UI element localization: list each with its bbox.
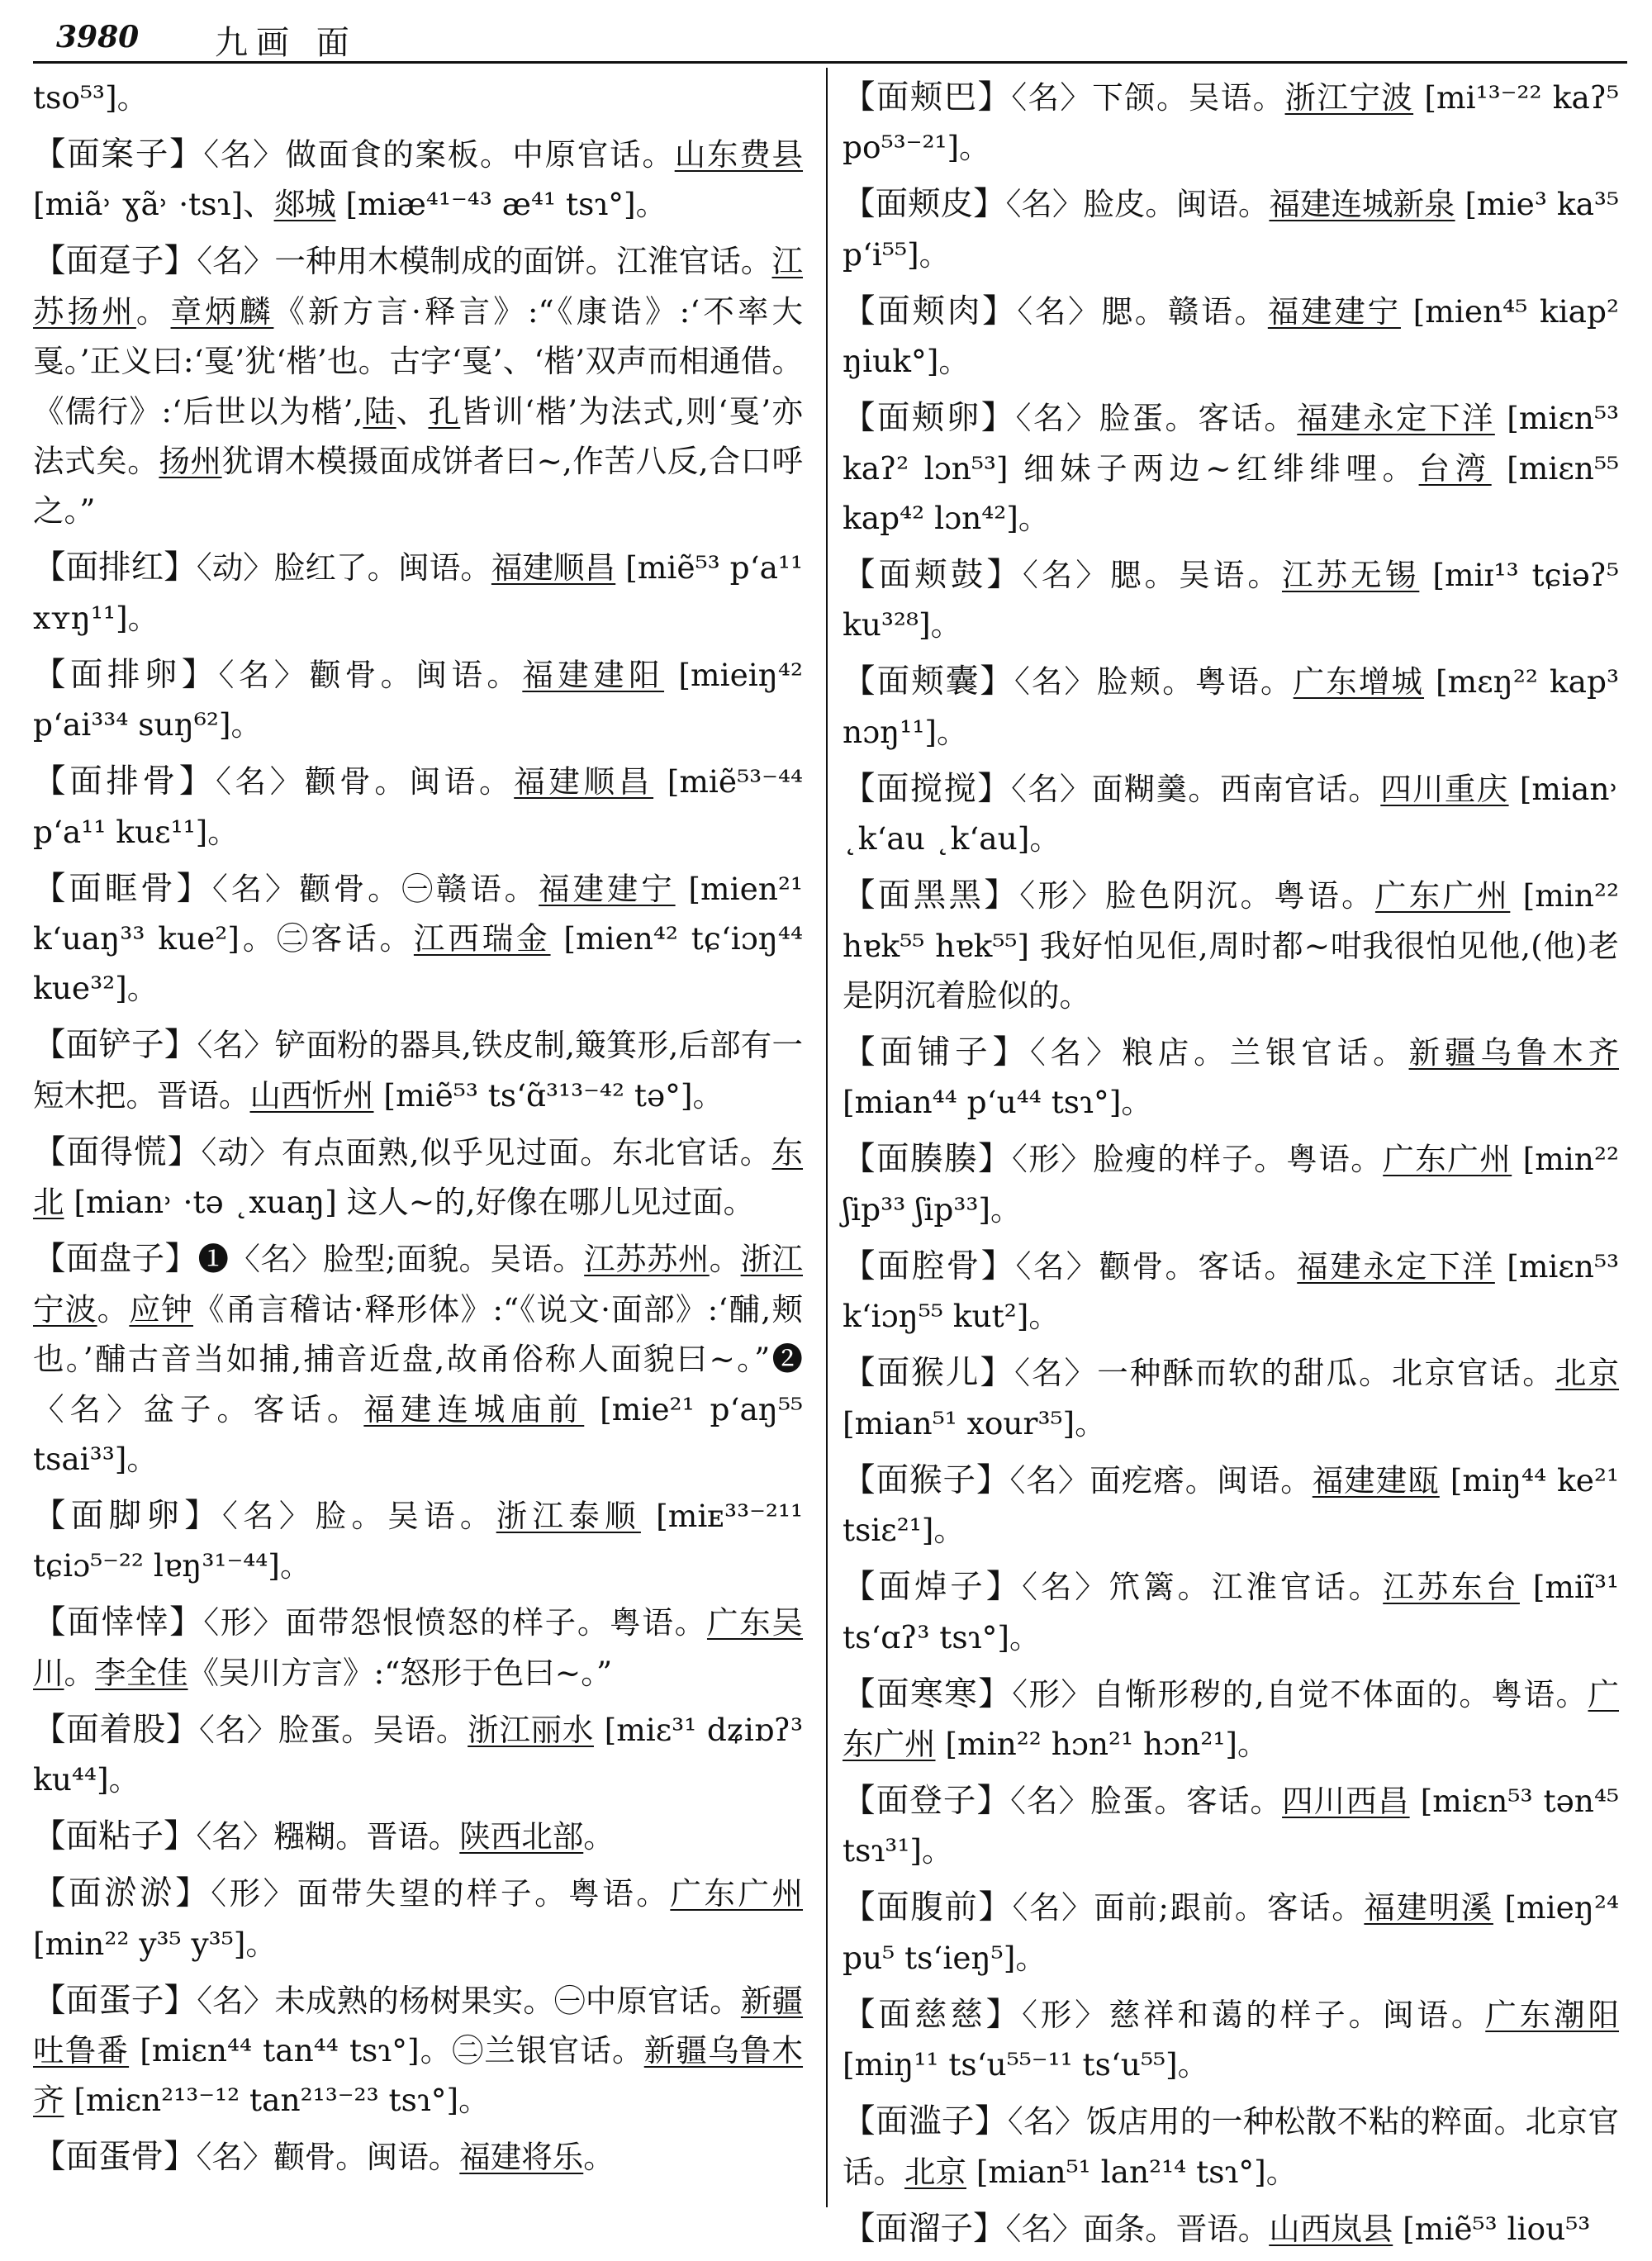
- entry-text: 。: [135, 292, 171, 330]
- entry-text: [miẽ⁵³ ts‘ɑ̃³¹³⁻⁴² tə°]。: [373, 1076, 724, 1114]
- entry-headword: 【面溜子】: [843, 2209, 1006, 2248]
- underlined-term: 新疆吐鲁番: [33, 1982, 804, 2069]
- entry-text: 。: [64, 1654, 95, 1691]
- entry-text: 、: [396, 392, 429, 430]
- entry-text: ❶〈名〉脸型;面貌。吴语。: [197, 1241, 585, 1278]
- entry-text: 。: [97, 1290, 130, 1328]
- entry-text: 〈形〉面带怨恨愤怒的样子。粤语。: [203, 1604, 707, 1641]
- entry-text: 〈名〉下颌。吴语。: [1011, 79, 1285, 116]
- dictionary-entry: [33, 543, 803, 643]
- entry-headword: 【面眶骨】: [33, 869, 212, 908]
- entry-text: 〈名〉未成熟的杨树果实。㊀中原官话。: [197, 1982, 741, 2019]
- entry-text: [mieŋ²⁴ pu⁵ ts‘ieŋ⁵]。: [843, 1889, 1620, 1976]
- entry-text: [miɪ¹³ tɕiəʔ⁵ ku³²⁸]。: [843, 557, 1620, 644]
- entry-text: [miẽ⁵³ liou⁵³: [1393, 2210, 1591, 2247]
- entry-text: 〈名〉糨糊。晋语。: [196, 1818, 460, 1855]
- dictionary-entry: [843, 1990, 1619, 2090]
- underlined-term: 李全佳: [95, 1654, 188, 1691]
- entry-text: [mɛŋ²² kap³ nɔŋ¹¹]。: [843, 663, 1620, 750]
- entry-text: 〈名〉粮店。兰银官话。: [1029, 1034, 1409, 1071]
- entry-text: 《甬言稽诂·释形体》:“《说文·面部》:‘酺,颊也。’酺古音当如捕,捕音近盘,故甬俗称人面貌曰~。”❷〈名〉盆子。客话。: [33, 1290, 804, 1427]
- column-divider: [826, 68, 828, 2207]
- dictionary-entry: [33, 1234, 803, 1484]
- entry-headword: 【面猴儿】: [843, 1354, 1015, 1393]
- left-column: [33, 73, 803, 2189]
- dictionary-entry: [33, 1020, 803, 1120]
- underlined-term: 北京: [904, 2153, 966, 2190]
- entry-text: [mien⁴² tɕ‘iɔŋ⁴⁴ kue³²]。: [33, 920, 803, 1007]
- entry-text: [miɛn²¹³⁻¹² tan²¹³⁻²³ tsɿ°]。: [64, 2082, 490, 2119]
- entry-text: 〈名〉脸蛋。客话。: [1010, 1782, 1283, 1819]
- entry-headword: 【面粘子】: [33, 1817, 197, 1856]
- dictionary-entry: [33, 73, 803, 122]
- entry-text: 〈形〉脸色阴沉。粤语。: [1019, 877, 1375, 914]
- underlined-term: 福建建宁: [539, 870, 676, 907]
- underlined-term: 江西瑞金: [413, 920, 551, 957]
- dictionary-entry: [843, 550, 1619, 650]
- entry-text: 〈名〉脸颊。粤语。: [1014, 663, 1294, 701]
- underlined-term: 北京: [1555, 1355, 1620, 1392]
- entry-headword: 【面腹前】: [843, 1888, 1013, 1927]
- underlined-term: 江苏无锡: [1281, 557, 1420, 594]
- entry-headword: 【面着股】: [33, 1710, 200, 1749]
- underlined-term: 福建永定下洋: [1297, 1247, 1495, 1285]
- entry-headword: 【面淤淤】: [33, 1874, 211, 1913]
- underlined-term: 福建连城庙前: [363, 1390, 585, 1427]
- right-column: [843, 73, 1619, 2261]
- dictionary-entry: [843, 1456, 1619, 1556]
- underlined-term: 广东广州: [843, 1675, 1620, 1762]
- entry-text: [mian⁵¹ xour³⁵]。: [843, 1404, 1106, 1442]
- entry-text: [mie³ ka³⁵ p‘i⁵⁵]。: [843, 186, 1619, 273]
- entry-headword: 【面颊肉】: [843, 292, 1018, 330]
- entry-text: [miɛn⁵³ tən⁴⁵ tsɿ³¹]。: [843, 1782, 1620, 1869]
- entry-text: 。: [583, 2139, 615, 2176]
- underlined-term: 山东费县: [674, 136, 804, 173]
- underlined-term: 江苏东台: [1383, 1569, 1520, 1606]
- entry-text: 〈名〉脸蛋。客话。: [1015, 400, 1298, 437]
- underlined-term: 郯城: [273, 186, 336, 223]
- entry-text: [min²² hɔn²¹ hɔn²¹]。: [935, 1725, 1269, 1762]
- entry-text: [miɛn⁵³ k‘iɔŋ⁵⁵ kut²]。: [843, 1247, 1620, 1335]
- page-number: 3980: [56, 20, 140, 55]
- underlined-term: 陕西北部: [459, 1818, 584, 1855]
- dictionary-entry: [33, 236, 803, 535]
- entry-text: 〈形〉脸瘦的样子。粤语。: [1011, 1141, 1384, 1178]
- entry-text: 。: [583, 1818, 615, 1855]
- underlined-term: 福建顺昌: [491, 549, 616, 587]
- entry-headword: 【面案子】: [33, 135, 204, 173]
- entry-text: [mian˒ ˛k‘au ˛k‘au]。: [843, 770, 1620, 857]
- entry-headword: 【面焯子】: [843, 1568, 1023, 1607]
- underlined-term: 福建明溪: [1364, 1889, 1493, 1926]
- entry-text: [miŋ¹¹ ts‘u⁵⁵⁻¹¹ ts‘u⁵⁵]。: [843, 2046, 1209, 2083]
- underlined-term: 福建顺昌: [514, 763, 654, 800]
- dictionary-entry: [843, 287, 1619, 387]
- entry-headword: 【面盘子】: [33, 1240, 198, 1279]
- entry-headword: 【面搅搅】: [843, 769, 1012, 808]
- underlined-term: 广东广州: [1374, 877, 1511, 914]
- entry-text: [min²² hɐk⁵⁵ hɐk⁵⁵] 我好怕见佢,周时都~咁我很怕见他,(他)老是阴沉着脸似的。: [843, 877, 1620, 1014]
- entry-text: [mieiŋ⁴² p‘ai³³⁴ suŋ⁶²]。: [33, 656, 804, 743]
- dictionary-entry: [33, 864, 803, 1014]
- entry-text: 〈名〉面前;跟前。客话。: [1012, 1889, 1365, 1926]
- entry-headword: 【面排骨】: [33, 762, 216, 801]
- entry-headword: 【面黑黑】: [843, 876, 1020, 915]
- underlined-term: 山西岚县: [1269, 2210, 1393, 2247]
- underlined-term: 广东吴川: [33, 1604, 804, 1691]
- dictionary-entry: [843, 1134, 1619, 1234]
- underlined-term: 扬州: [159, 443, 222, 480]
- dictionary-entry: [33, 1598, 803, 1698]
- entry-headword: 【面排红】: [33, 549, 197, 587]
- entry-text: 〈名〉一种酥而软的甜瓜。北京官话。: [1014, 1355, 1555, 1392]
- dictionary-entry: [33, 1976, 803, 2126]
- dictionary-entry: [33, 2132, 803, 2182]
- entry-text: 。: [709, 1241, 741, 1278]
- header-rule: [33, 61, 1627, 64]
- entry-headword: 【面颊鼓】: [843, 556, 1023, 595]
- underlined-term: 浙江丽水: [468, 1711, 594, 1748]
- dictionary-entry: [843, 179, 1619, 279]
- underlined-term: 浙江宁波: [1284, 79, 1414, 116]
- underlined-term: 孔: [428, 392, 461, 430]
- entry-text: 〈名〉面糊羹。西南官话。: [1011, 770, 1381, 807]
- underlined-term: 新疆乌鲁木齐: [33, 2031, 804, 2119]
- entry-text: [mian⁵¹ lan²¹⁴ tsɿ°]。: [966, 2153, 1298, 2190]
- entry-text: 〈名〉面疙瘩。闽语。: [1009, 1461, 1313, 1499]
- entry-text: 〈名〉脸蛋。吴语。: [199, 1711, 468, 1748]
- entry-text: [miã˒ ɣã˒ ·tsɿ]、: [33, 186, 274, 223]
- entry-text: 〈名〉铲面粉的器具,铁皮制,簸箕形,后部有一短木把。晋语。: [33, 1027, 804, 1114]
- underlined-term: 浙江宁波: [33, 1241, 803, 1328]
- underlined-term: 广东潮阳: [1485, 1996, 1620, 2033]
- entry-text: [mian⁴⁴ p‘u⁴⁴ tsɿ°]。: [843, 1084, 1152, 1121]
- dictionary-entry: [843, 1028, 1619, 1128]
- entry-text: 〈动〉有点面熟,似乎见过面。东北官话。: [201, 1133, 772, 1171]
- entry-text: 〈名〉一种用木模制成的面饼。江淮官话。: [197, 243, 772, 280]
- entry-headword: 【面颊卵】: [843, 399, 1016, 438]
- entry-text: 〈名〉颧骨。㊀赣语。: [211, 870, 539, 907]
- dictionary-entry: [33, 1491, 803, 1591]
- entry-text: 皆训‘楷’为法式,则‘戛’亦法式矣。: [33, 392, 804, 480]
- entry-text: 《新方言·释言》:“《康诰》:‘不率大戛。’正义曰:‘戛’犹‘楷’也。古字‘戛’、‘楷’双声而相通借。《儒行》:‘后世以为楷’,: [33, 292, 804, 430]
- underlined-term: 福建建阳: [522, 656, 665, 693]
- entry-text: 〈名〉做面食的案板。中原官话。: [203, 136, 675, 173]
- entry-text: 〈名〉脸皮。闽语。: [1005, 186, 1270, 223]
- entry-text: [mi¹³⁻²² kaʔ⁵ po⁵³⁻²¹]。: [843, 79, 1620, 166]
- underlined-term: 广东广州: [670, 1875, 804, 1912]
- underlined-term: 山西忻州: [249, 1076, 374, 1114]
- dictionary-entry: [33, 650, 803, 750]
- underlined-term: 福建建瓯: [1312, 1461, 1440, 1499]
- entry-text: 〈名〉饭店用的一种松散不粘的粹面。北京官话。: [843, 2103, 1619, 2190]
- entry-text: 〈动〉脸红了。闽语。: [196, 549, 491, 587]
- entry-text: [min²² y³⁵ y³⁵]。: [33, 1925, 277, 1962]
- dictionary-entry: [33, 1869, 803, 1969]
- underlined-term: 江苏苏州: [584, 1241, 710, 1278]
- entry-text: [miɛn⁵⁵ kap⁴² lɔn⁴²]。: [843, 449, 1620, 537]
- entry-text: 〈名〉颧骨。闽语。: [218, 656, 523, 693]
- underlined-term: 台湾: [1418, 449, 1492, 487]
- underlined-term: 应钟: [129, 1290, 193, 1328]
- dictionary-entry: [843, 871, 1619, 1020]
- entry-headword: 【面排卵】: [33, 655, 219, 694]
- entry-text: [min²² ʃip³³ ʃip³³]。: [843, 1141, 1620, 1228]
- entry-headword: 【面滥子】: [843, 2102, 1008, 2141]
- dictionary-entry: [843, 1670, 1619, 1769]
- entry-text: 〈名〉颧骨。闽语。: [216, 763, 515, 800]
- underlined-term: 广东增城: [1293, 663, 1425, 701]
- dictionary-entry: [33, 1705, 803, 1805]
- entry-headword: 【面登子】: [843, 1781, 1011, 1820]
- entry-text: 〈名〉腮。吴语。: [1022, 557, 1282, 594]
- dictionary-entry: [33, 1128, 803, 1228]
- entry-text: 〈名〉脸。吴语。: [222, 1497, 496, 1534]
- entry-headword: 【面悻悻】: [33, 1603, 204, 1642]
- entry-headword: 【面趸子】: [33, 242, 197, 281]
- underlined-term: 福建连城新泉: [1269, 186, 1455, 223]
- entry-headword: 【面腠腠】: [843, 1140, 1012, 1179]
- entry-headword: 【面颊囊】: [843, 663, 1014, 701]
- page-header: [33, 15, 1627, 62]
- underlined-term: 东北: [33, 1133, 804, 1221]
- underlined-term: 福建永定下洋: [1297, 400, 1495, 437]
- entry-text: 〈名〉笊篱。江淮官话。: [1022, 1569, 1384, 1606]
- dictionary-entry: [843, 2097, 1619, 2197]
- entry-text: [mie²¹ p‘aŋ⁵⁵ tsai³³]。: [33, 1390, 804, 1477]
- entry-text: 〈名〉颧骨。闽语。: [196, 2139, 460, 2176]
- entry-headword: 【面得慌】: [33, 1133, 202, 1171]
- entry-text: [miĩ³¹ ts‘ɑʔ³ tsɿ°]。: [843, 1569, 1620, 1655]
- entry-text: 〈名〉面条。晋语。: [1005, 2210, 1270, 2247]
- entry-text: 《吴川方言》:“怒形于色曰~。”: [188, 1654, 613, 1691]
- dictionary-entry: [843, 764, 1619, 864]
- entry-text: [miᴇ³³⁻²¹¹ tɕiɔ⁵⁻²² lɐŋ³¹⁻⁴⁴]。: [33, 1497, 804, 1584]
- entry-headword: 【面慈慈】: [843, 1995, 1023, 2034]
- entry-text: 犹谓木模摄面成饼者曰~,作苦八反,合口呼之。”: [33, 443, 803, 530]
- underlined-term: 浙江泰顺: [496, 1497, 641, 1534]
- entry-headword: 【面脚卵】: [33, 1496, 223, 1535]
- dictionary-entry: [33, 1812, 803, 1861]
- dictionary-entry: [843, 1883, 1619, 1983]
- dictionary-entry: [33, 757, 803, 857]
- dictionary-entry: [843, 1348, 1619, 1448]
- underlined-term: 广东广州: [1383, 1141, 1512, 1178]
- underlined-term: 章炳麟: [170, 292, 274, 330]
- entry-headword: 【面颊皮】: [843, 185, 1006, 224]
- entry-headword: 【面蛋子】: [33, 1981, 197, 2020]
- underlined-term: 四川重庆: [1380, 770, 1509, 807]
- underlined-term: 新疆乌鲁木齐: [1408, 1034, 1620, 1071]
- entry-headword: 【面铲子】: [33, 1026, 197, 1065]
- dictionary-entry: [843, 2204, 1619, 2254]
- entry-headword: 【面蛋骨】: [33, 2138, 197, 2177]
- running-title: 九画 面: [215, 24, 358, 62]
- entry-headword: 【面腔骨】: [843, 1247, 1016, 1285]
- entry-headword: 【面颊巴】: [843, 78, 1012, 116]
- entry-text: 〈形〉自惭形秽的,自觉不体面的。粤语。: [1012, 1675, 1588, 1712]
- dictionary-entry: [843, 1776, 1619, 1876]
- underlined-term: 福建将乐: [459, 2139, 584, 2176]
- entry-text: [miɛ³¹ dʑiɒʔ³ ku⁴⁴]。: [33, 1711, 804, 1798]
- dictionary-entry: [843, 1242, 1619, 1342]
- entry-text: 〈名〉腮。赣语。: [1017, 292, 1268, 330]
- entry-text: [mian˒ ·tə ˛xuaŋ] 这人~的,好像在哪儿见过面。: [64, 1184, 755, 1221]
- entry-text: [miẽ⁵³⁻⁴⁴ p‘a¹¹ kuɛ¹¹]。: [33, 763, 804, 850]
- underlined-term: 陆: [363, 392, 396, 430]
- entry-text: [miẽ⁵³ p‘a¹¹ xʏŋ¹¹]。: [33, 549, 804, 636]
- entry-headword: 【面铺子】: [843, 1033, 1030, 1072]
- dictionary-entry: [843, 393, 1619, 543]
- underlined-term: 江苏扬州: [33, 243, 804, 330]
- entry-headword: 【面猴子】: [843, 1461, 1010, 1499]
- entry-text: 〈形〉慈祥和蔼的样子。闽语。: [1022, 1996, 1486, 2033]
- entry-text: 〈形〉面带失望的样子。粤语。: [211, 1875, 671, 1912]
- entry-text: tso⁵³]。: [33, 79, 149, 116]
- dictionary-entry: [843, 73, 1619, 173]
- dictionary-entry: [843, 1562, 1619, 1662]
- entry-text: [miɛn⁴⁴ tan⁴⁴ tsɿ°]。㊁兰银官话。: [129, 2031, 644, 2069]
- entry-text: [mien²¹ k‘uaŋ³³ kue²]。㊁客话。: [33, 870, 804, 957]
- dictionary-entry: [33, 130, 803, 230]
- entry-headword: 【面寒寒】: [843, 1674, 1013, 1713]
- underlined-term: 四川西昌: [1282, 1782, 1410, 1819]
- entry-text: [mien⁴⁵ kiap² ŋiuk°]。: [843, 292, 1620, 380]
- entry-text: [miæ⁴¹⁻⁴³ æ⁴¹ tsɿ°]。: [335, 186, 667, 223]
- entry-text: [miɛn⁵³ kaʔ² lɔn⁵³] 细妹子两边~红绯绯哩。: [843, 400, 1620, 487]
- entry-text: [miŋ⁴⁴ ke²¹ tsiɛ²¹]。: [843, 1461, 1620, 1549]
- underlined-term: 福建建宁: [1267, 292, 1401, 330]
- dictionary-entry: [843, 657, 1619, 757]
- entry-text: 〈名〉颧骨。客话。: [1015, 1247, 1298, 1285]
